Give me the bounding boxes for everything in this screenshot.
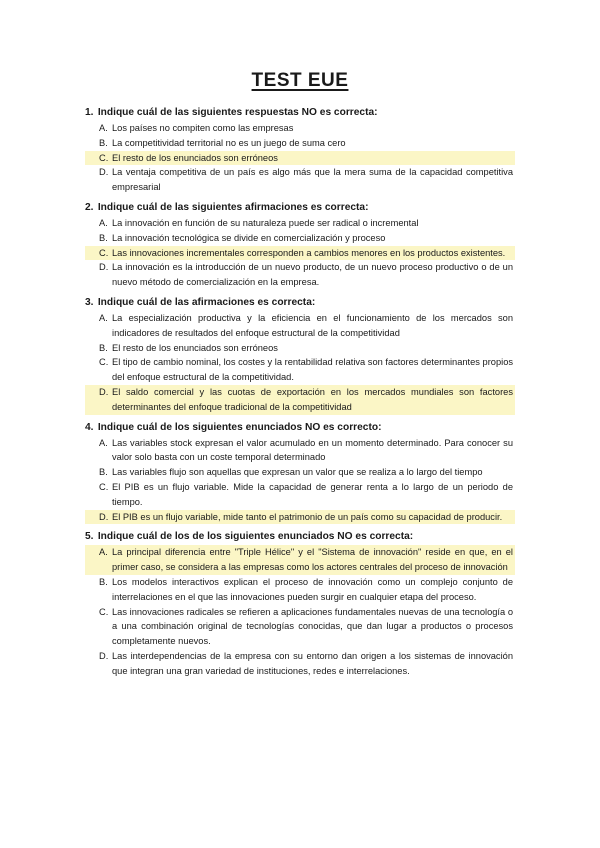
option-letter: A. xyxy=(99,217,108,228)
question-text: Indique cuál de los siguientes enunciados NO es correcto: xyxy=(97,421,382,433)
option-2-d xyxy=(85,260,515,290)
option-text: El resto de los enunciados son erróneos xyxy=(112,342,278,353)
option-1-a xyxy=(85,121,515,136)
option-4-c xyxy=(85,480,515,510)
question-number: 4. xyxy=(85,421,94,433)
option-text: Los modelos interactivos explican el proceso de innovación como un complejo conjunto de interrelaciones en el que las innovaciones pueden surgir en cualquier etapa del proceso. xyxy=(112,576,513,602)
option-text: Las interdependencias de la empresa con su entorno dan origen a los sistemas de innovación que integran una gran variedad de instituciones, redes e interrelaciones. xyxy=(112,650,513,676)
option-2-c-highlighted xyxy=(85,246,515,261)
option-4-a xyxy=(85,436,515,466)
option-letter: B. xyxy=(99,232,108,243)
question-1 xyxy=(85,106,515,195)
option-letter: A. xyxy=(99,547,108,558)
option-text: Las innovaciones radicales se refieren a aplicaciones fundamentales nuevas de una tecnología o a una combinación original de tecnologías conocidas, que dan lugar a productos o procesos completamente nuevos. xyxy=(112,606,513,647)
question-4 xyxy=(85,421,515,525)
option-text: Los países no compiten como las empresas xyxy=(112,123,294,133)
option-letter: D. xyxy=(99,262,109,273)
option-5-b xyxy=(85,575,515,605)
option-letter: C. xyxy=(99,152,109,163)
option-letter: C. xyxy=(99,247,109,258)
question-number: 5. xyxy=(85,531,94,543)
option-text: Las variables stock expresan el valor acumulado en un momento determinado. Para conocer su valor solo basta con un coste temporal determinado xyxy=(112,437,513,463)
option-text: La innovación en función de su naturaleza puede ser radical o incremental xyxy=(112,217,419,228)
question-list xyxy=(85,106,515,685)
option-text: La principal diferencia entre "Triple Hélice" y el "Sistema de innovación" reside en que, en el primer caso, se considera a las empresas como los actores centrales del proceso de innovación xyxy=(112,547,513,573)
option-text: El saldo comercial y las cuotas de exportación en los mercados mundiales son factores determinantes del enfoque tradicional de la competitividad xyxy=(112,386,513,412)
option-3-b xyxy=(85,341,515,356)
option-letter: B. xyxy=(99,467,108,478)
question-number: 3. xyxy=(85,296,94,308)
option-text: Las variables flujo son aquellas que expresan un valor que se realiza a lo largo del tiempo xyxy=(112,467,483,478)
option-text: Las innovaciones incrementales corresponden a cambios menores en los productos existentes. xyxy=(112,247,506,258)
option-3-c xyxy=(85,355,515,385)
option-letter: A. xyxy=(99,312,108,323)
question-3 xyxy=(85,296,515,415)
option-letter: D. xyxy=(99,167,109,178)
option-2-a xyxy=(85,216,515,231)
option-1-b xyxy=(85,136,515,151)
option-text: El tipo de cambio nominal, los costes y la rentabilidad relativa son factores determinantes propios del enfoque estructural de la competitividad. xyxy=(112,357,514,383)
question-text: Indique cuál de las siguientes respuestas NO es correcta: xyxy=(97,107,378,118)
page-title: TEST EUE xyxy=(251,70,349,91)
option-text: El resto de los enunciados son erróneos xyxy=(112,152,278,163)
question-2 xyxy=(85,201,515,290)
option-letter: D. xyxy=(99,650,109,661)
option-letter: B. xyxy=(99,576,108,587)
option-4-b xyxy=(85,465,515,480)
option-letter: B. xyxy=(99,342,108,353)
option-letter: B. xyxy=(99,137,108,148)
option-3-a xyxy=(85,311,515,341)
option-4-d-highlighted xyxy=(85,510,515,525)
option-text: La especialización productiva y la eficiencia en el funcionamiento de los mercados son indicadores de resultados del enfoque estructural de la competitividad xyxy=(112,312,513,338)
option-text: La ventaja competitiva de un país es algo más que la mera suma de la capacidad competitiva empresarial xyxy=(112,167,513,193)
question-number: 2. xyxy=(85,201,94,213)
option-1-c-highlighted xyxy=(85,151,515,166)
option-letter: C. xyxy=(99,481,109,492)
question-text: Indique cuál de las siguientes afirmaciones es correcta: xyxy=(97,201,369,213)
option-letter: A. xyxy=(99,437,108,448)
option-text: El PIB es un flujo variable, mide tanto el patrimonio de un país como su capacidad de producir. xyxy=(112,511,503,522)
option-text: La innovación tecnológica se divide en comercialización y proceso xyxy=(112,232,386,243)
question-text: Indique cuál de las afirmaciones es correcta: xyxy=(97,296,316,308)
option-5-c xyxy=(85,605,515,649)
option-letter: C. xyxy=(99,606,109,617)
question-5 xyxy=(85,530,515,678)
option-letter: A. xyxy=(99,123,108,133)
option-letter: C. xyxy=(99,357,109,368)
option-letter: D. xyxy=(99,511,109,522)
option-2-b xyxy=(85,231,515,246)
option-5-a-highlighted xyxy=(85,545,515,575)
question-number: 1. xyxy=(85,107,94,118)
question-text: Indique cuál de los de los siguientes enunciados NO es correcta: xyxy=(97,531,414,543)
option-text: La competitividad territorial no es un juego de suma cero xyxy=(112,137,346,148)
option-text: El PIB es un flujo variable. Mide la capacidad de generar renta a lo largo de un periodo de tiempo. xyxy=(112,481,513,507)
option-3-d-highlighted xyxy=(85,385,515,415)
option-5-d xyxy=(85,649,515,679)
option-1-d xyxy=(85,165,515,195)
option-text: La innovación es la introducción de un nuevo producto, de un nuevo proceso productivo o de un nuevo método de comercialización en la empresa. xyxy=(112,262,513,288)
option-letter: D. xyxy=(99,386,109,397)
